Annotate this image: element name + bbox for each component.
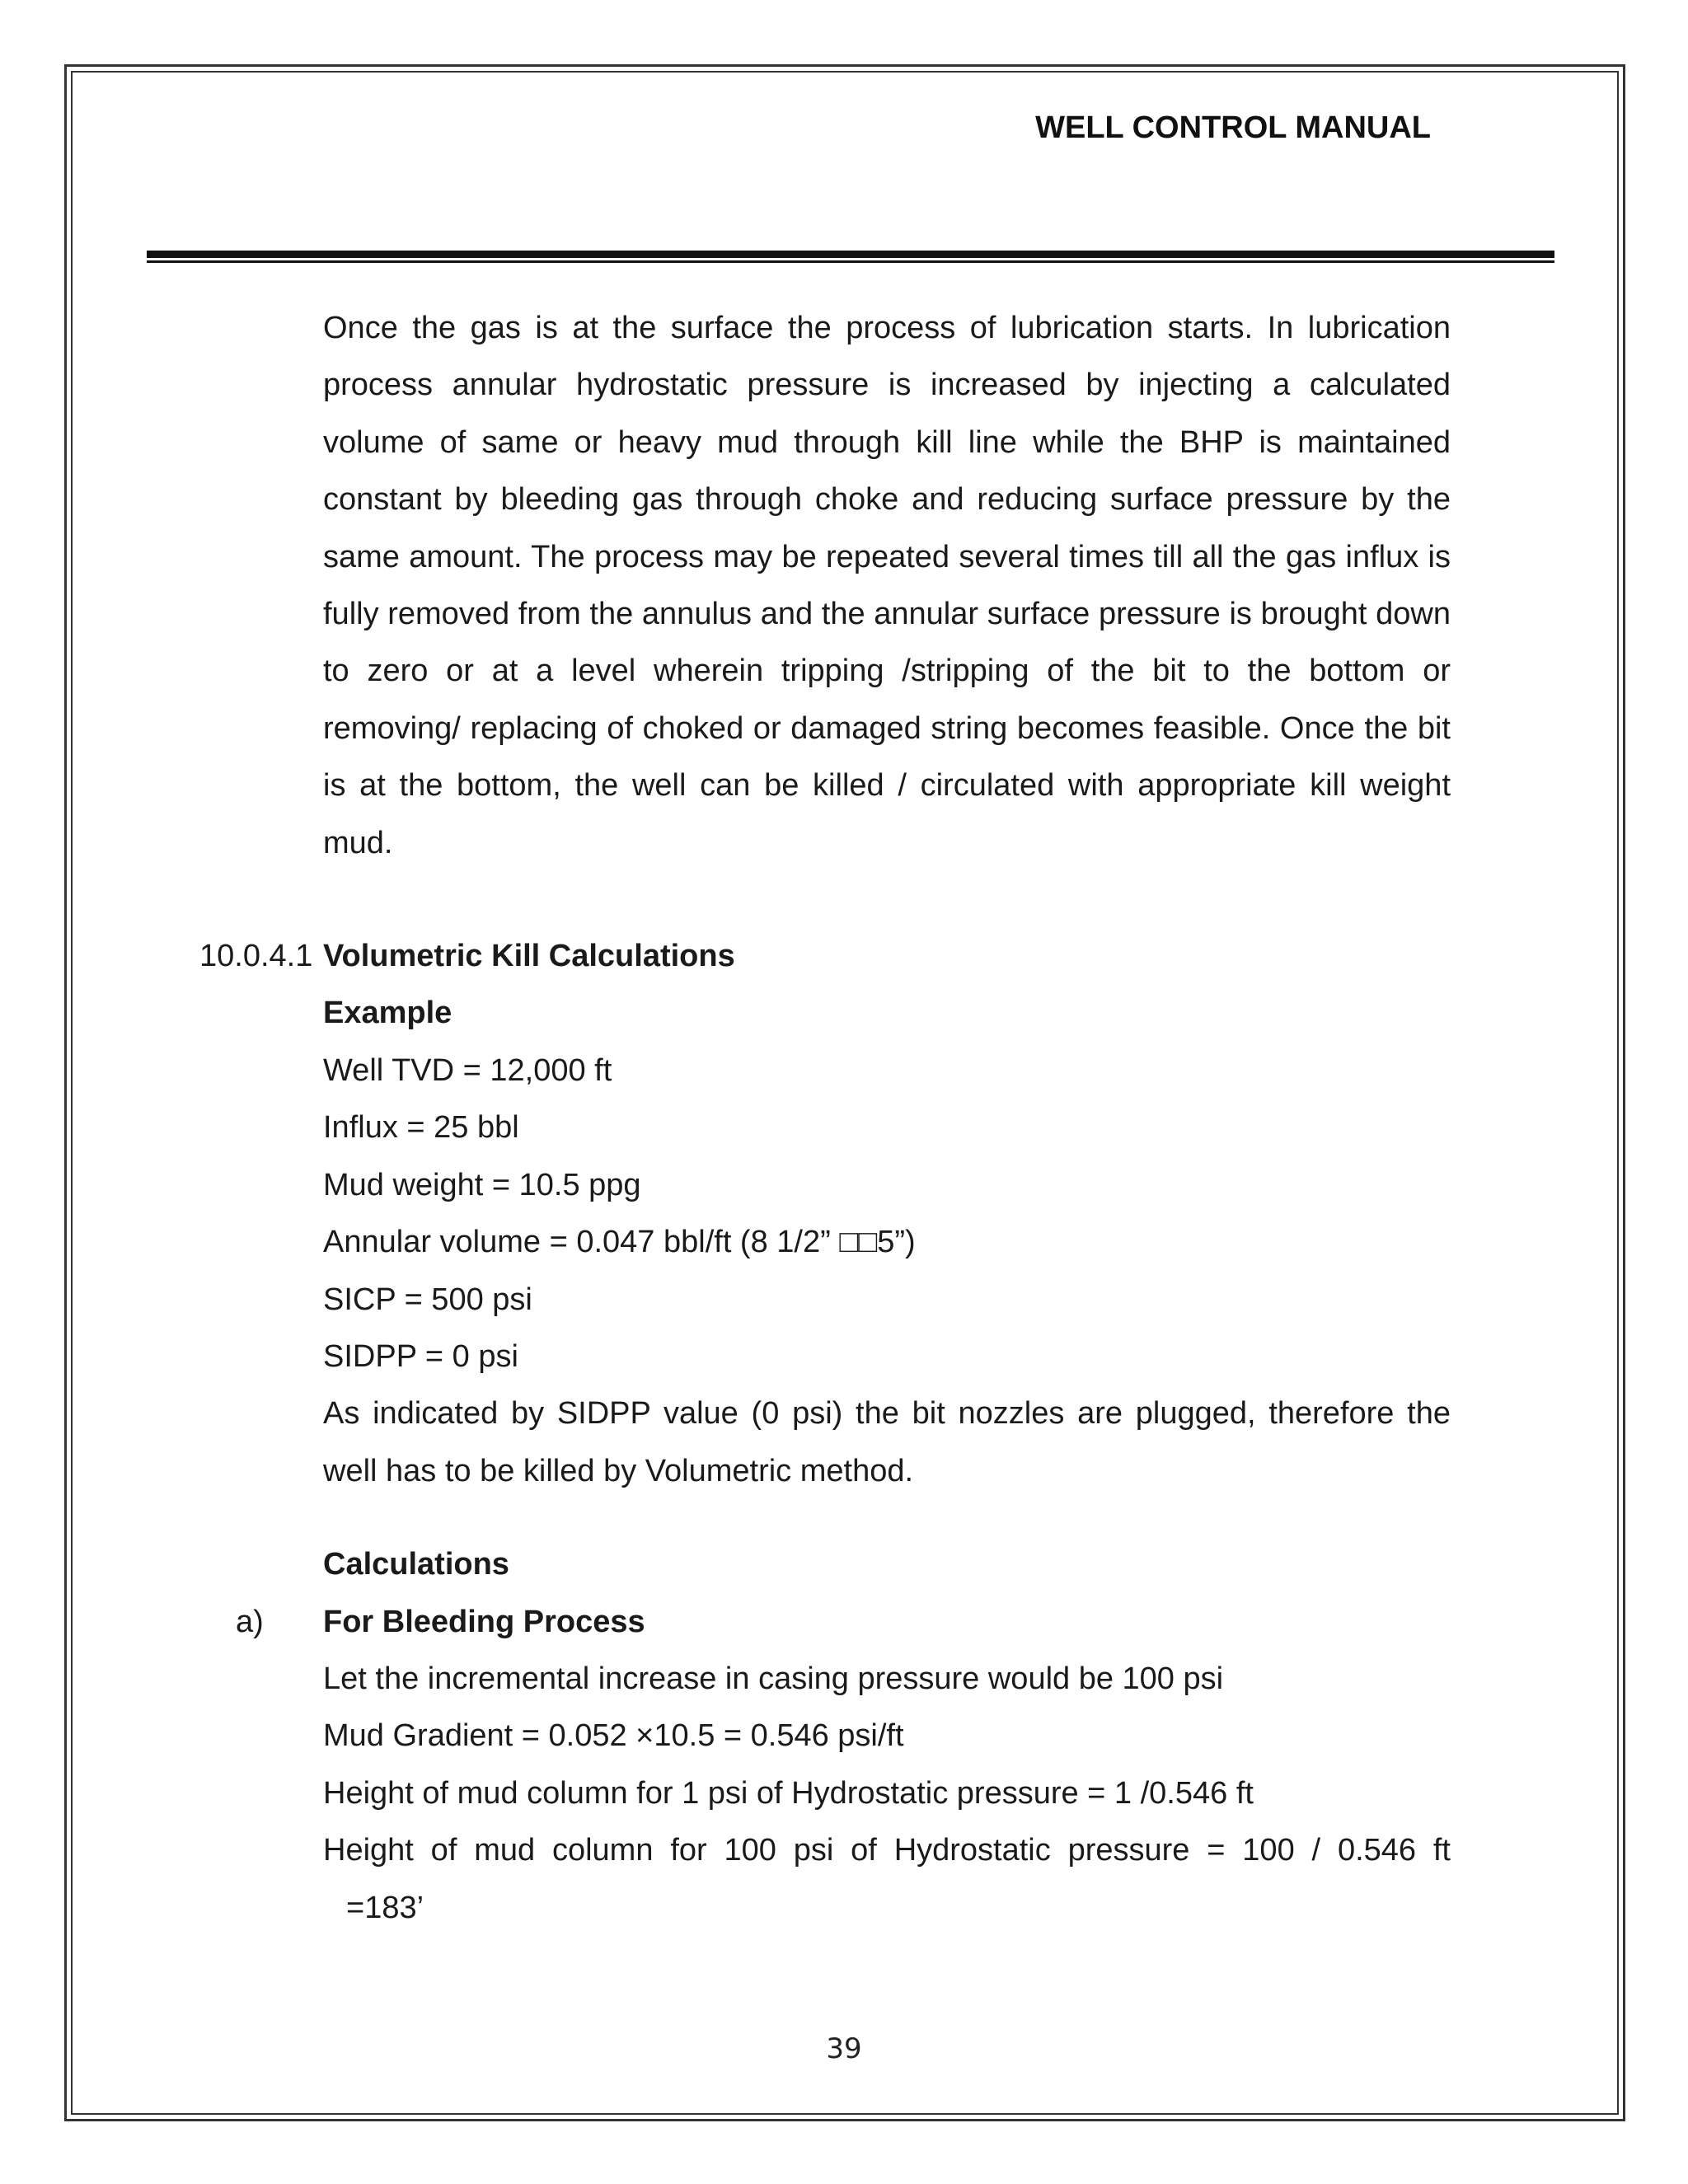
example-line: SICP = 500 psi: [323, 1282, 532, 1317]
sub-item-title: For Bleeding Process: [323, 1604, 645, 1639]
conclusion-paragraph: As indicated by SIDPP value (0 psi) the bit nozzles are plugged, therefore the well has to be killed by Volumetric method.: [323, 1396, 1451, 1488]
example-line: Influx = 25 bbl: [323, 1110, 519, 1146]
header-rule-thick: [147, 251, 1554, 258]
calc-line: Mud Gradient = 0.052 ×10.5 = 0.546 psi/ft: [323, 1718, 904, 1754]
section-heading: [199, 928, 1451, 985]
example-line: Annular volume = 0.047 bbl/ft (8 1/2” □□5”): [323, 1225, 916, 1260]
calc-line-continuation: =183’: [346, 1890, 424, 1925]
example-heading: Example: [323, 996, 452, 1031]
sub-item-marker: a): [236, 1604, 264, 1639]
header-rule-thin: [147, 260, 1554, 263]
calc-line: Height of mud column for 1 psi of Hydrostatic pressure = 1 /0.546 ft: [323, 1775, 1254, 1811]
calc-line-part: Height of mud column for 100 psi of Hydrostatic pressure = 100 / 0.546 ft: [323, 1833, 1451, 1868]
calc-line: Let the incremental increase in casing pressure would be 100 psi: [323, 1661, 1224, 1696]
example-line: Mud weight = 10.5 ppg: [323, 1167, 641, 1202]
example-line: SIDPP = 0 psi: [323, 1338, 518, 1374]
sub-item-heading: [236, 1594, 1451, 1651]
spacer: [323, 872, 1451, 928]
spacer: [323, 1500, 1451, 1536]
section-title: Volumetric Kill Calculations: [323, 939, 735, 974]
section-number: 10.0.4.1: [199, 939, 313, 974]
calculations-heading: Calculations: [323, 1547, 509, 1582]
page-number: 39: [826, 2032, 862, 2065]
running-header: WELL CONTROL MANUAL: [1035, 110, 1431, 145]
intro-paragraph: Once the gas is at the surface the process of lubrication starts. In lubrication process annular hydrostatic pressure is increased by injecting a calculated volume of same or heavy mud through kill line while the BHP is maintained constant by bleeding gas through choke and reducing surface pressure by the same amount. The process may be repeated several times till all the gas influx is fully removed from the annulus and the annular surface pressure is brought down to zero or at a level wherein tripping /stripping of the bit to the bottom or removing/ replacing of choked or damaged string becomes feasible. Once the bit is at the bottom, the well can be killed / circulated with appropriate kill weight mud.: [323, 311, 1451, 860]
calc-line-wrapped: [323, 1822, 1451, 1879]
example-line: Well TVD = 12,000 ft: [323, 1052, 612, 1088]
page-content: [199, 300, 1451, 1937]
